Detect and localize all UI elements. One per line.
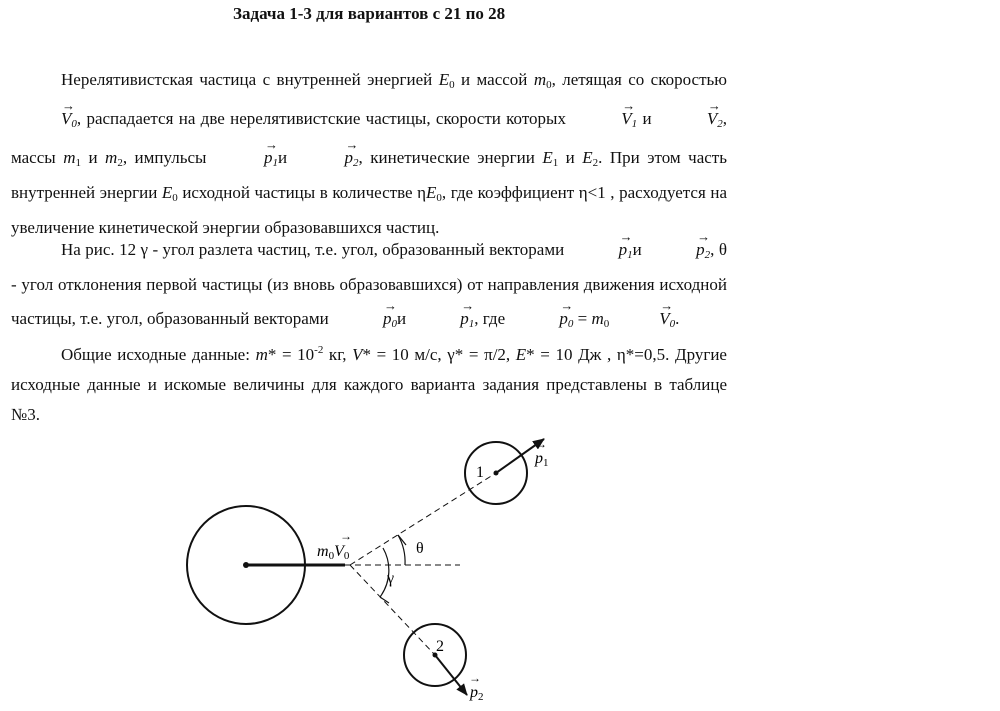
vector-p1: → $p_1$	[214, 139, 278, 178]
vector-V2: → $V_2$	[657, 100, 723, 139]
label-m0V0: m0V0	[317, 543, 350, 562]
svg-text:→: →	[340, 529, 352, 543]
vector-V1: → $V_1$	[571, 100, 637, 139]
label-gamma: γ	[387, 570, 395, 587]
svg-text:→: →	[469, 671, 481, 685]
paragraph-initial-data: Общие исходные данные: $m* = 10^{-2}$ кг, V* = 10 м/с, γ* = π/2, E* = 10 Дж , η*=0,5. Другие исходные данные и искомые величины для каждого варианта задания представлены в таблице №3.	[11, 344, 727, 424]
label-p2: p2	[470, 684, 484, 703]
label-theta: θ	[416, 540, 424, 557]
label-particle-2: 2	[436, 638, 444, 655]
label-p1: p1	[535, 450, 549, 469]
paragraph-problem-statement: Нерелятивистская частица с внутренней энергией $E_0$ и массой $m_0$, летящая со скоростью → $V_0$, распадается на две нерелятивистские частицы, скорости которых → $V_1$ $и \to V_2$, массы $m_1$ и $m_2$, импульсы → $p_1и \to p_2$, кинетические энергии $E_1$ и $E_2$. При этом часть внутренней энергии $E_0$ исходной частицы в количестве $\eta E_0$, где коэффициент η<1 , расходуется на увеличение кинетической энергии образовавшихся частиц.	[11, 65, 727, 243]
vector-p2: → $p_2$	[295, 139, 359, 178]
vector-V0: → $V_0$	[11, 100, 77, 139]
task-title: Задача 1-3 для вариантов с 21 по 28	[233, 4, 506, 23]
paragraph-figure-description: На рис. 12 γ - угол разлета частиц, т.е. угол, образованный векторами → $p_1и \to p_2$, θ - угол отклонения первой частицы (из вновь образовавшихся) от направления движения исходной частицы, т.е. угол, образованный векторами → $p_0и \to p_1$, где → $p_0 = m_0\to V_0$.	[11, 231, 727, 339]
momentum-p2-arrow	[435, 655, 467, 695]
label-particle-1: 1	[476, 464, 484, 481]
svg-text:→: →	[535, 437, 547, 451]
